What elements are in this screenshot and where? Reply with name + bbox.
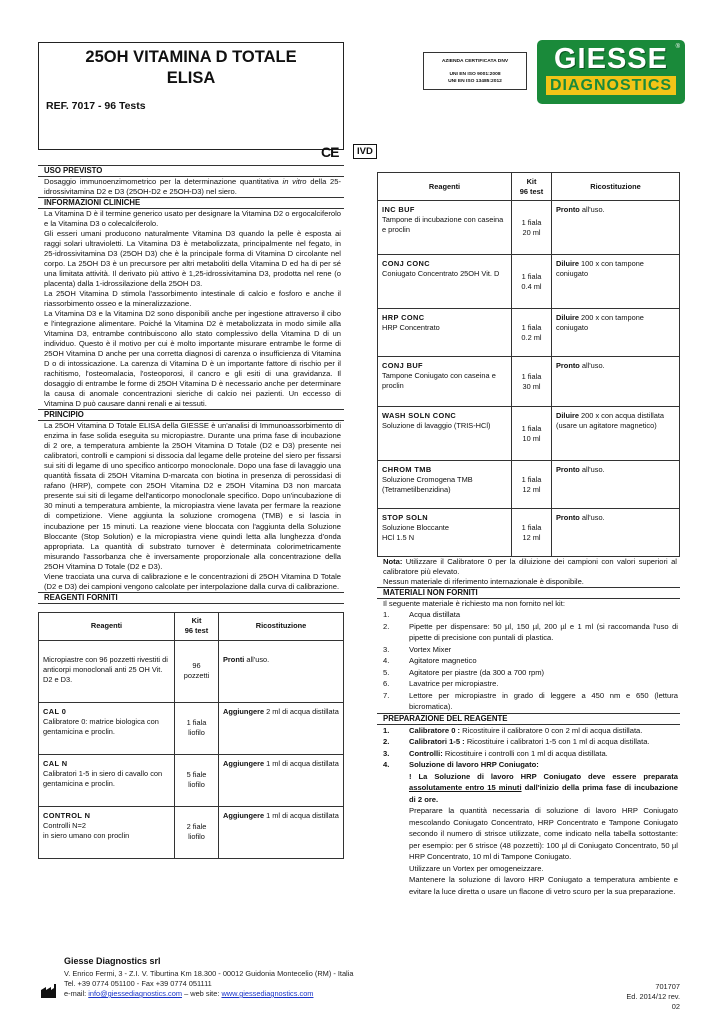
- registered-mark: ®: [675, 44, 680, 50]
- table-header-row: [378, 173, 680, 201]
- reagent-code: CAL 0: [43, 706, 67, 716]
- prep-detail: [377, 771, 680, 898]
- table-row: [378, 407, 680, 461]
- info-text: La Vitamina D è il termine generico usato per designare la Vitamina D2 o ergocalciferolo e la Vitamina D3 o colecalciferolo. Gli esseri umani producono naturalmente Vitamina D3 quando la pelle è esposta ai raggi solari ultravioletti. La Vitamina D3 è metabolizzata, principalmente nel fegato, in 25-idrossivitamina D3 (25OH D3) che è la principale forma di Vitamina D circolante nel corpo. La 25OH D3 è un precursore per altri metaboliti della Vitamina D ed ha di per sé una limitata attività. Il derivato più attivo è 1,25-idrossivitamina D3, prodotta nel rene (o placenta) dalla 1-idrossilazione della 25OH D3. La 25OH Vitamina D stimola l'assorbimento intestinale di calcio e fosforo e anche il riassorbimento osseo e la mineralizzazione. La Vitamina D3 e la Vitamina D2 sono disponibili anche per ingestione attraverso il cibo e l'integrazione alimentare. Poiché la Vitamina D2 è metabolizzata in modo simile alla Vitamina D3, entrambe contribuiscono allo stato complessivo della Vitamina D di un individuo. Questo è il motivo per cui è molto importante misurare entrambe le forme di 25OH Vitamina D anche per una corretta diagnosi di carenza o insufficienza di Vitamina D o di intossicazione. La carenza di Vitamina D è un importante fattore di rischio per il rachitismo, l'osteomalacia, l'osteoporosi, il cancro e gli esiti di una gravidanza. Il dosaggio di entrambe le forme di 25OH Vitamina D è necessario anche per determinare la causa di anomale concentrazioni sieriche di calcio nei pazienti. Un eccesso di Vitamina D può causare danni renali e ai tessuti.: [44, 209, 341, 409]
- list-item: [383, 655, 678, 667]
- warn-bold: ! La Soluzione di lavoro HRP Coniugato deve essere preparata: [409, 771, 678, 781]
- edition: Ed. 2014/12 rev. 02: [626, 992, 680, 1011]
- item-number: 2.: [383, 621, 390, 631]
- kit-quantity: 1 fiala 0.4 ml: [512, 255, 552, 309]
- footer-address: V. Enrico Fermi, 3 - Z.I. V. Tiburtina Km 18.300 - 00012 Guidonia Montecelio (RM) - Italia: [64, 969, 354, 978]
- reagent-desc: Coniugato Concentrato 25OH Vit. D: [382, 268, 500, 278]
- reconstitution-detail: 1 ml di acqua distillata: [264, 758, 339, 768]
- reconstitution: [552, 201, 680, 255]
- logo-top: GIESSE: [554, 43, 668, 75]
- item-text: Lettore per micropiastre in grado di leggere a 450 nm e 650 (lettura bicromatica).: [409, 690, 678, 712]
- ref-label: REF. 7017 - 96 Tests: [46, 100, 146, 112]
- table-row: [39, 806, 344, 858]
- footer-phone: Tel. +39 0774 051100 - Fax +39 0774 051111: [64, 979, 212, 988]
- kit-quantity: 1 fiala 30 ml: [512, 357, 552, 407]
- item-number: 3.: [383, 644, 390, 654]
- table-row: [39, 640, 344, 702]
- reagent-desc: HRP Concentrato: [382, 322, 440, 332]
- reconstitution: [219, 702, 344, 754]
- list-item: [383, 736, 678, 748]
- reconstitution: [552, 255, 680, 309]
- reconstitution-action: Pronto: [556, 465, 580, 474]
- warning-text: [409, 771, 678, 806]
- reconstitution-detail: 200 x con tampone coniugato: [556, 313, 644, 332]
- reconstitution-action: Pronto: [556, 513, 580, 522]
- logo-bottom: DIAGNOSTICS: [546, 76, 676, 95]
- preparazione-list: [377, 725, 680, 771]
- item-bold: Soluzione di lavoro HRP Coniugato:: [409, 760, 539, 770]
- item-text: Lavatrice per micropiastre.: [409, 679, 499, 689]
- nota-label: Nota:: [383, 557, 403, 566]
- list-item: [383, 748, 678, 760]
- table-row: [378, 357, 680, 407]
- reconstitution: [552, 357, 680, 407]
- header-ricostituzione: Ricostituzione: [219, 612, 344, 640]
- reconstitution-action: Pronto: [556, 361, 580, 370]
- header-reagenti: Reagenti: [39, 612, 175, 640]
- item-number: 1.: [383, 610, 390, 620]
- document-title: 25OH VITAMINA D TOTALE ELISA: [85, 48, 297, 87]
- reagent-cell: [378, 309, 512, 357]
- kit-quantity: 96 pozzetti: [175, 640, 219, 702]
- item-bold: Calibratore 0 :: [409, 725, 461, 735]
- reagent-desc: Calibratori 1-5 in siero di cavallo con gentamicina e proclin.: [43, 768, 163, 788]
- footer-contact: [64, 969, 353, 999]
- list-item: [383, 690, 678, 713]
- reagent-cell: [378, 407, 512, 461]
- reagent-code: HRP CONC: [382, 313, 425, 322]
- factory-icon: [40, 983, 60, 999]
- table-row: [39, 702, 344, 754]
- reconstitution-detail: 2 ml di acqua distillata: [264, 706, 339, 716]
- item-text: Agitatore per piastre (da 300 a 700 rpm): [409, 667, 545, 677]
- reconstitution: [552, 407, 680, 461]
- prep-paragraph: Mantenere la soluzione di lavoro HRP Coniugato a temperatura ambiente e evitare la luce diretta o usare un flacone di vetro scuro per la sua preparazione.: [409, 875, 678, 896]
- reagent-desc: Soluzione Bloccante HCl 1.5 N: [382, 522, 449, 542]
- certification-box: [423, 52, 527, 90]
- reagent-desc: Soluzione di lavaggio (TRIS-HCl): [382, 420, 491, 430]
- reconstitution-detail: all'uso.: [244, 654, 270, 664]
- reconstitution-detail: 200 x con acqua distillata (usare un agitatore magnetico): [556, 411, 665, 430]
- reconstitution-detail: 1 ml di acqua distillata: [264, 810, 339, 820]
- left-column: [38, 165, 344, 859]
- reagent-cell: [378, 201, 512, 255]
- table-row: [378, 309, 680, 357]
- reconstitution-action: Diluire: [556, 313, 579, 322]
- reconstitution: [552, 509, 680, 557]
- list-item: [383, 759, 678, 771]
- section-heading: MATERIALI NON FORNITI: [377, 587, 680, 599]
- section-heading: USO PREVISTO: [38, 165, 344, 177]
- reagent-cell: [39, 702, 175, 754]
- kit-quantity: 2 fiale liofilo: [175, 806, 219, 858]
- header-reagenti: Reagenti: [378, 173, 512, 201]
- reagent-cell: [39, 806, 175, 858]
- reagent-desc: Tampone Coniugato con caseina e proclin: [382, 370, 496, 390]
- section-heading: INFORMAZIONI CLINICHE: [38, 197, 344, 209]
- reagent-cell: [39, 640, 175, 702]
- reconstitution-action: Diluire: [556, 411, 579, 420]
- reagent-code: INC BUF: [382, 205, 415, 214]
- reconstitution: [219, 754, 344, 806]
- item-detail: Ricostituire i calibratori 1-5 con 1 ml di acqua distillata.: [464, 737, 650, 747]
- item-detail: Ricostituire il calibratore 0 con 2 ml di acqua distillata.: [460, 725, 643, 735]
- item-text: [409, 748, 678, 760]
- reconstitution-detail: all'uso.: [579, 465, 605, 474]
- reconstitution-detail: all'uso.: [579, 513, 605, 522]
- item-text: Acqua distillata: [409, 610, 461, 620]
- cert-line: UNI EN ISO 9001:2008: [449, 72, 501, 77]
- reagent-code: CAL N: [43, 758, 68, 768]
- reagent-cell: [378, 461, 512, 509]
- list-item: [383, 678, 678, 690]
- item-text: Pipette per dispensare: 50 µl, 150 µl, 200 µl e 1 ml (si raccomanda l'uso di pipette di precisione con puntali di plastica.: [409, 621, 678, 643]
- reagent-desc: Calibratore 0: matrice biologica con gentamicina e proclin.: [43, 716, 159, 736]
- cert-line: AZIENDA CERTIFICATA DNV: [441, 59, 509, 64]
- list-item: [383, 667, 678, 679]
- ivd-mark: IVD: [353, 144, 377, 159]
- reagent-desc: Micropiastre con 96 pozzetti rivestiti di anticorpi monoclonali anti 25 OH Vit. D2 e D3.: [43, 654, 168, 684]
- item-bold: Controlli:: [409, 748, 443, 758]
- kit-quantity: 1 fiala 20 ml: [512, 201, 552, 255]
- reagent-cell: [378, 255, 512, 309]
- item-text: Agitatore magnetico: [409, 656, 477, 666]
- materiali-list: [377, 609, 680, 713]
- kit-quantity: 1 fiala 0.2 ml: [512, 309, 552, 357]
- item-number: 7.: [383, 690, 390, 700]
- reagent-cell: [378, 357, 512, 407]
- list-item: [383, 725, 678, 737]
- reagent-code: CONJ BUF: [382, 361, 423, 370]
- item-text: [409, 759, 678, 771]
- reconstitution-action: Diluire: [556, 259, 579, 268]
- table-row: [378, 255, 680, 309]
- email-link[interactable]: info@giessediagnostics.com: [88, 989, 183, 998]
- kit-quantity: 1 fiala liofilo: [175, 702, 219, 754]
- reconstitution: [552, 309, 680, 357]
- table-row: [39, 754, 344, 806]
- header-kit: Kit 96 test: [175, 612, 219, 640]
- header-ricostituzione: Ricostituzione: [552, 173, 680, 201]
- reagent-code: CHROM TMB: [382, 465, 432, 474]
- kit-quantity: 1 fiala 12 ml: [512, 509, 552, 557]
- item-number: 3.: [383, 748, 390, 758]
- item-number: 6.: [383, 679, 390, 689]
- website-link[interactable]: www.giessediagnostics.com: [221, 989, 314, 998]
- nota-text: [377, 557, 680, 577]
- right-column: [377, 172, 680, 897]
- header-kit: Kit 96 test: [512, 173, 552, 201]
- document-code: 701707: [655, 982, 680, 991]
- list-item: [383, 621, 678, 644]
- warn-underline: assolutamente entro 15 minuti: [409, 783, 522, 793]
- table-row: [378, 461, 680, 509]
- reconstitution: [219, 640, 344, 702]
- kit-quantity: 1 fiala 10 ml: [512, 407, 552, 461]
- prep-paragraph: Preparare la quantità necessaria di soluzione di lavoro HRP Coniugato mescolando Coniugato Concentrato, HRP Concentrato e Tampone Coniugato secondo il numero di strisce utilizzate, come indicato nella tabella sottostante: per esempio: per 6 strisce (48 pozzetti): 100 µl di Coniugato Concentrato, 50 µl HRP Concentrato, 10 ml di Tampone Coniugato.: [409, 806, 678, 862]
- section-heading: REAGENTI FORNITI: [38, 592, 344, 604]
- item-number: 5.: [383, 667, 390, 677]
- item-text: [409, 725, 678, 737]
- reagent-code: WASH SOLN CONC: [382, 411, 457, 420]
- reagent-cell: [378, 509, 512, 557]
- item-number: 4.: [383, 656, 390, 666]
- nessun-materiale: Nessun materiale di riferimento internazionale è disponibile.: [383, 577, 584, 587]
- item-bold: Calibratori 1-5 :: [409, 737, 465, 747]
- table-row: [378, 509, 680, 557]
- table-header-row: [39, 612, 344, 640]
- item-text: Vortex Mixer: [409, 644, 452, 654]
- materiali-intro: Il seguente materiale è richiesto ma non fornito nel kit:: [383, 599, 565, 609]
- section-heading: PREPARAZIONE DEL REAGENTE: [377, 713, 680, 725]
- reconstitution: [219, 806, 344, 858]
- section-heading: PRINCIPIO: [38, 409, 344, 421]
- web-label: – web site:: [182, 989, 222, 998]
- item-detail: Ricostituire i controlli con 1 ml di acqua distillata.: [442, 748, 608, 758]
- nota-body: Utilizzare il Calibratore 0 per la diluizione dei campioni con valori superiori al calibratore più elevato.: [383, 557, 677, 577]
- list-item: [383, 644, 678, 656]
- title-box: [38, 42, 373, 160]
- reconstitution-action: Aggiungere: [223, 810, 265, 820]
- company-name: Giesse Diagnostics srl: [64, 956, 161, 966]
- reconstitution-detail: 100 x con tampone coniugato: [556, 259, 644, 278]
- warn-end: dall'inizio della prima fase di incubazione di 2 ore.: [409, 783, 678, 804]
- uso-text: Dosaggio immunoenzimometrico per la determinazione quantitativa in vitro della 25-idrossivitamina D2 e D3 (25OH-D2 e 25OH-D3) nel siero.: [44, 177, 341, 197]
- ce-mark: CE: [321, 144, 339, 160]
- cert-line: UNI EN ISO 13485:2012: [448, 79, 502, 84]
- item-number: 4.: [383, 760, 390, 770]
- kit-quantity: 5 fiale liofilo: [175, 754, 219, 806]
- prep-paragraph: Utilizzare un Vortex per omogeneizzare.: [409, 863, 544, 873]
- reagenti-table-left: [38, 612, 344, 859]
- list-item: [383, 609, 678, 621]
- principio-text: La 25OH Vitamina D Totale ELISA della GIESSE è un'analisi di Immunoassorbimento di enzima in fase solida eseguita su micropiastre. Durante una prima fase di incubazione di 2 ore, a temperatura ambiente la 25OH Vitamina D Totale (D2 e D3) presente nei calibratori, controlli e campioni si dissocia dal legame delle proteine del siero per fissarsi sui siti di legame di uno specifico anticorpo monoclonale. Dopo una fase di lavaggio una quantità fissata di 25OH Vitamina D-marcata con biotina in presenza di perossidasi di rafano (HRP), compete con 25OH Vitamina D2 e 25OH Vitamina D3 non marcata presente sui siti di legame dell'anticorpo monoclonale specifico. Dopo un'incubazione di 30 minuti a temperatura ambiente, la micropiastra viene lavata per fermare la reazione di competizione. Viene aggiunta la soluzione cromogena (TMB) e si lascia in incubazione per 15 minuti. La reazione viene bloccata con l'aggiunta della Soluzione Bloccante (Stop Solution) e la micropiastra viene quindi letta alla lunghezza d'onda appropriata. La quantità di substrato turnover è determinata colorimetricamente misurando l'assorbanza che è inversamente proporzionale alla concentrazione della 25OH Vitamina D Totale (D2 e D3). Viene tracciata una curva di calibrazione e le concentrazioni di 25OH Vitamina D Totale (D2 e D3) dei campioni vengono calcolate per interpolazione dalla curva di calibrazione.: [44, 421, 341, 591]
- reagent-cell: [39, 754, 175, 806]
- item-text: [409, 736, 678, 748]
- reagent-code: CONTROL N: [43, 810, 91, 820]
- reagent-desc: Controlli N=2 in siero umano con proclin: [43, 820, 130, 840]
- reconstitution-action: Pronto: [556, 205, 580, 214]
- reagenti-table-right: [377, 172, 680, 557]
- kit-quantity: 1 fiala 12 ml: [512, 461, 552, 509]
- reconstitution-action: Aggiungere: [223, 706, 265, 716]
- reconstitution-detail: all'uso.: [579, 361, 605, 370]
- reconstitution-action: Pronti: [223, 654, 245, 664]
- email-label: e-mail:: [64, 989, 89, 998]
- reconstitution-action: Aggiungere: [223, 758, 265, 768]
- reagent-code: STOP SOLN: [382, 513, 429, 522]
- footer-doc-info: [620, 982, 680, 1012]
- giesse-logo: [537, 40, 685, 104]
- table-row: [378, 201, 680, 255]
- reconstitution: [552, 461, 680, 509]
- item-number: 2.: [383, 737, 390, 747]
- reagent-desc: Soluzione Cromogena TMB (Tetrametilbenzidina): [382, 474, 473, 494]
- item-number: 1.: [383, 725, 390, 735]
- reconstitution-detail: all'uso.: [579, 205, 605, 214]
- reagent-code: CONJ CONC: [382, 259, 430, 268]
- reagent-desc: Tampone di incubazione con caseina e proclin: [382, 214, 504, 234]
